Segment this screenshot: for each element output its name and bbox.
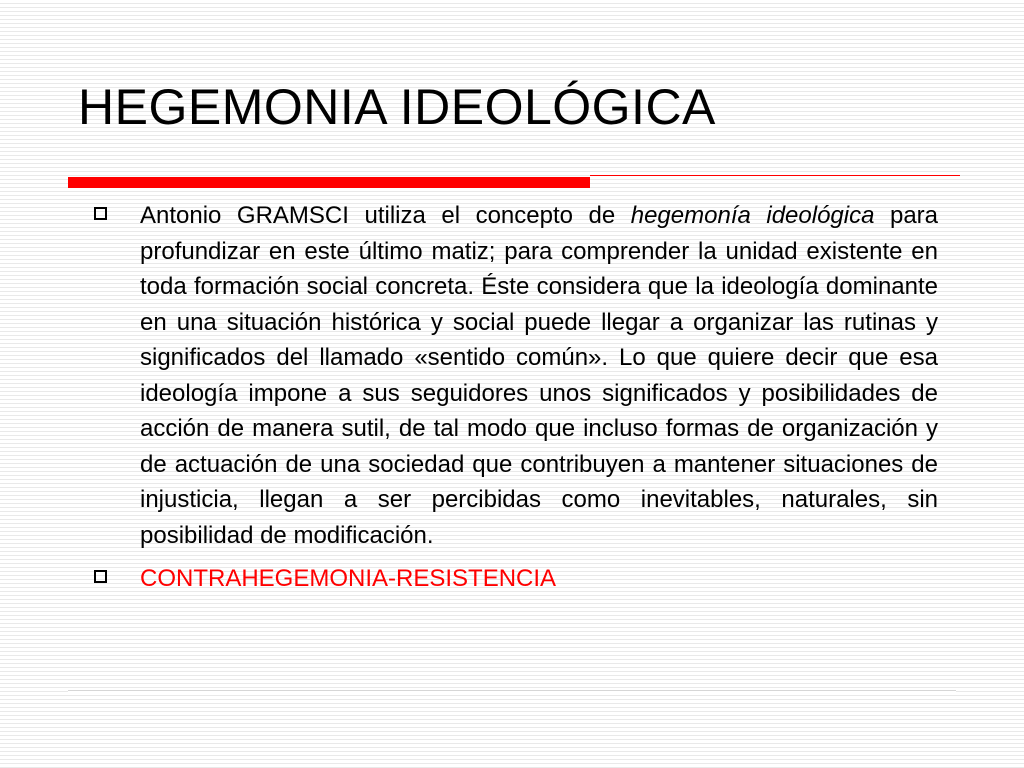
bullet-text-contrahegemonia: CONTRAHEGEMONIA-RESISTENCIA: [140, 565, 557, 592]
footer-divider: [68, 690, 956, 693]
bullet-text-gramsci: [140, 198, 938, 553]
bullet-text-rest: para profundizar en este último matiz; para comprender la unidad existente en toda formación social concreta. Éste considera que la ideología dominante en una situación histórica y social puede llegar a organizar las rutinas y significados del llamado «sentido común». Lo que quiere decir que esa ideología impone a sus seguidores unos significados y posibilidades de acción de manera sutil, de tal modo que incluso formas de organización y de actuación de una sociedad que contribuyen a mantener situaciones de injusticia, llegan a ser percibidas como inevitables, naturales, sin posibilidad de modificación.: [140, 202, 939, 549]
bullet-item-gramsci: [90, 198, 938, 553]
bullet-list: [90, 198, 938, 597]
hollow-square-bullet-icon: [94, 570, 107, 583]
title-divider-thin-line: [590, 175, 960, 176]
slide-title: HEGEMONIA IDEOLÓGICA: [78, 79, 716, 135]
bullet-item-contrahegemonia: [90, 561, 938, 597]
hollow-square-bullet-icon: [94, 207, 107, 220]
bullet-text-emphasis: hegemonía ideológica: [630, 202, 875, 229]
title-divider-red-bar: [68, 177, 590, 188]
bullet-text-intro: Antonio GRAMSCI utiliza el concepto de: [140, 202, 631, 229]
